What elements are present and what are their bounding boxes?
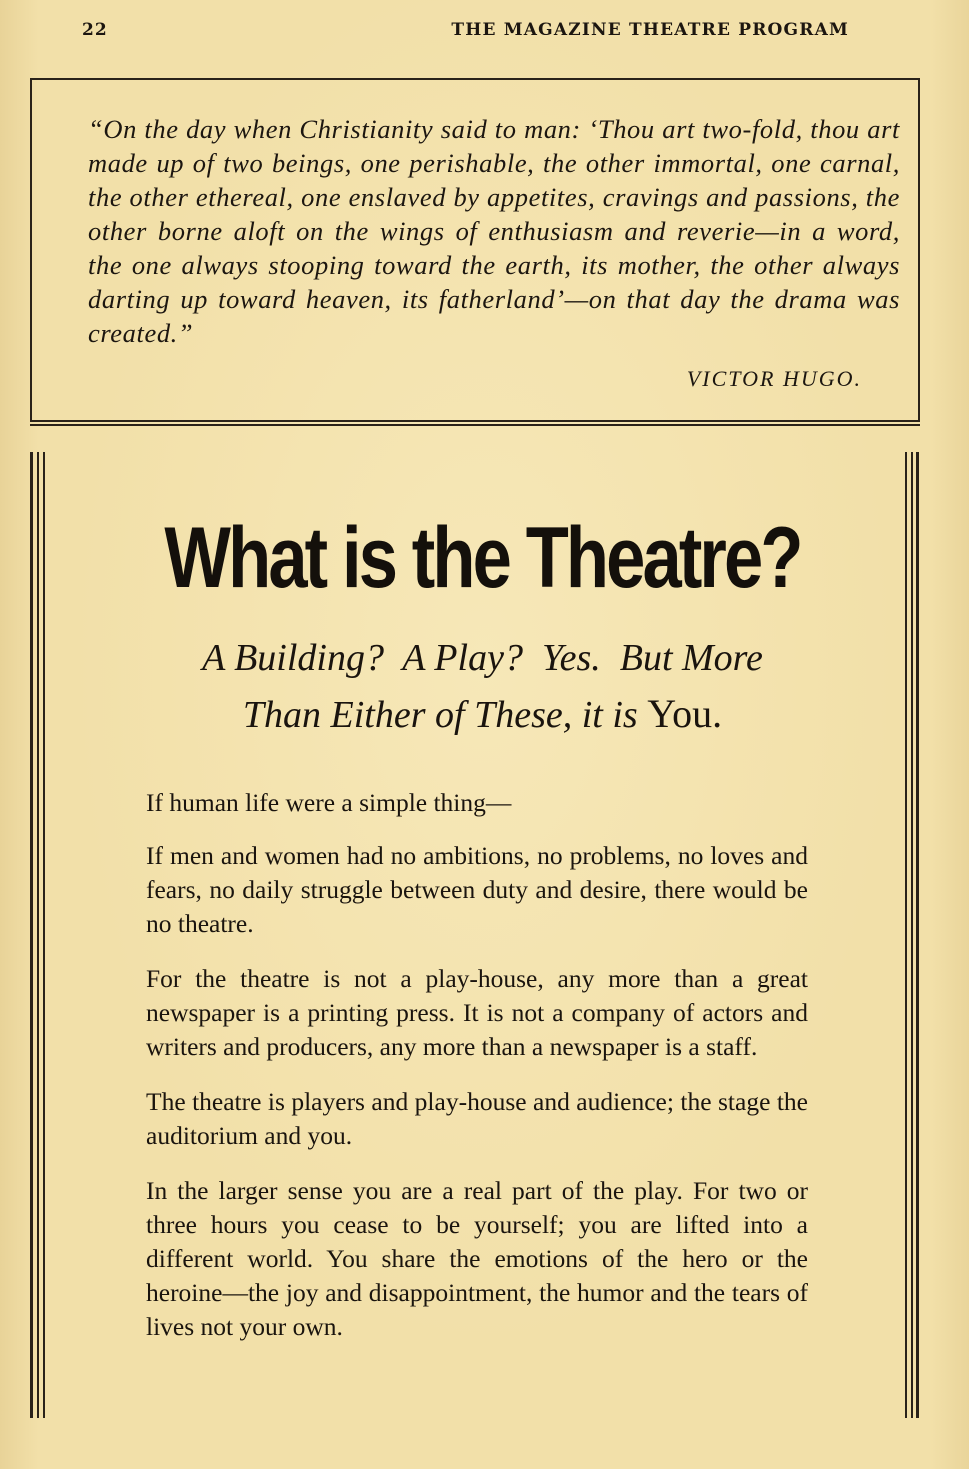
quote-box [30, 78, 920, 422]
frame-rule-right-inner [905, 452, 907, 1418]
frame-rule-left-inner [43, 452, 45, 1418]
paragraph: The theatre is players and play-house and audience; the stage the auditorium and you. [146, 1087, 808, 1150]
quote-attribution: VICTOR HUGO. [686, 366, 862, 391]
subhead-you: You. [647, 691, 723, 736]
article-headline: What is the Theatre? [164, 510, 801, 606]
subhead-line-1: A Building? A Play? Yes. But More [202, 637, 763, 679]
frame-rule-right-outer [916, 452, 919, 1418]
frame-rule-left-middle [37, 452, 39, 1418]
running-header [82, 20, 849, 44]
frame-rule-right-middle [911, 452, 913, 1418]
quote-divider [30, 424, 920, 426]
article-subhead [60, 630, 905, 743]
paragraph: If men and women had no ambitions, no problems, no loves and fears, no daily struggle between duty and desire, there would be no theatre. [146, 841, 808, 938]
subhead-line-2 [60, 686, 905, 743]
paragraph: For the theatre is not a play-house, any more than a great newspaper is a printing press. It is not a company of actors and writers and producers, any more than a newspaper is a staff. [146, 964, 808, 1061]
page-number: 22 [82, 20, 108, 40]
paragraph: In the larger sense you are a real part of the play. For two or three hours you cease to be yourself; you are lifted into a different world. You share the emotions of the hero or the heroine—the joy and disappointment, the humor and the tears of lives not your own. [146, 1176, 808, 1341]
quote-text: “On the day when Christianity said to man: ‘Thou art two-fold, thou art made up of two beings, one perishable, the other immortal, one carnal, the other ethereal, one enslaved by appetites, cravings and passions, the other borne aloft on the wings of enthusiasm and reverie—in a word, the one always stooping toward the earth, its mother, the other always darting up toward heaven, its fatherland’—on that day the drama was created.” [88, 114, 900, 348]
paragraph: If human life were a simple thing— [146, 788, 512, 817]
subhead-line-2-italic: Than Either of These, it is [242, 694, 648, 736]
running-title: THE MAGAZINE THEATRE PROGRAM [451, 20, 849, 40]
article-body [146, 786, 808, 1365]
frame-rule-left-outer [30, 452, 33, 1418]
